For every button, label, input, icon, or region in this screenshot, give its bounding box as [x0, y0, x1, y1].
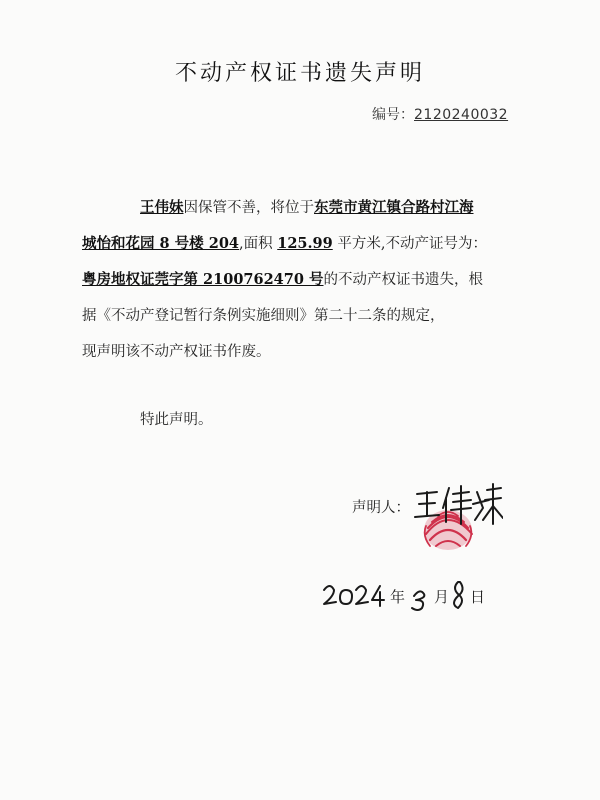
serial-number: [372, 104, 508, 124]
handwritten-date: [320, 572, 490, 612]
date-year-unit: 年: [390, 588, 406, 606]
date-month-unit: 月: [434, 588, 450, 606]
body-line-4: 据《不动产登记暂行条例实施细则》第二十二条的规定，: [82, 308, 445, 324]
body-line-2: [82, 226, 514, 262]
document-title: 不动产权证书遗失声明: [174, 61, 425, 86]
body-line-1: [82, 190, 514, 226]
signer-label: 声明人：: [352, 500, 410, 516]
serial-label: 编号：: [372, 107, 414, 123]
closing-text: 特此声明。: [140, 412, 213, 428]
statement-body: [82, 190, 514, 370]
address-part-1: 东莞市黄江镇合路村江海: [314, 199, 474, 216]
handwritten-signature-icon: [413, 478, 503, 528]
date-day-unit: 日: [470, 588, 486, 606]
body-text: 的不动产权证书遗失，根: [323, 272, 483, 288]
declarant-name: 王伟妹: [140, 199, 184, 216]
body-text: ,面积: [239, 236, 278, 252]
body-line-5: 现声明该不动产权证书作废。: [82, 344, 271, 360]
body-text: 因保管不善，将位于: [183, 200, 314, 216]
address-part-2: 城怡和花园 8 号楼 204: [82, 235, 240, 252]
area-value: 125.99: [277, 235, 333, 252]
serial-value: 2120240032: [414, 107, 509, 123]
body-line-3: [82, 262, 514, 298]
certificate-number: 粤房地权证莞字第 2100762470 号: [82, 271, 324, 288]
body-text: 平方米,不动产证号为：: [332, 236, 487, 252]
